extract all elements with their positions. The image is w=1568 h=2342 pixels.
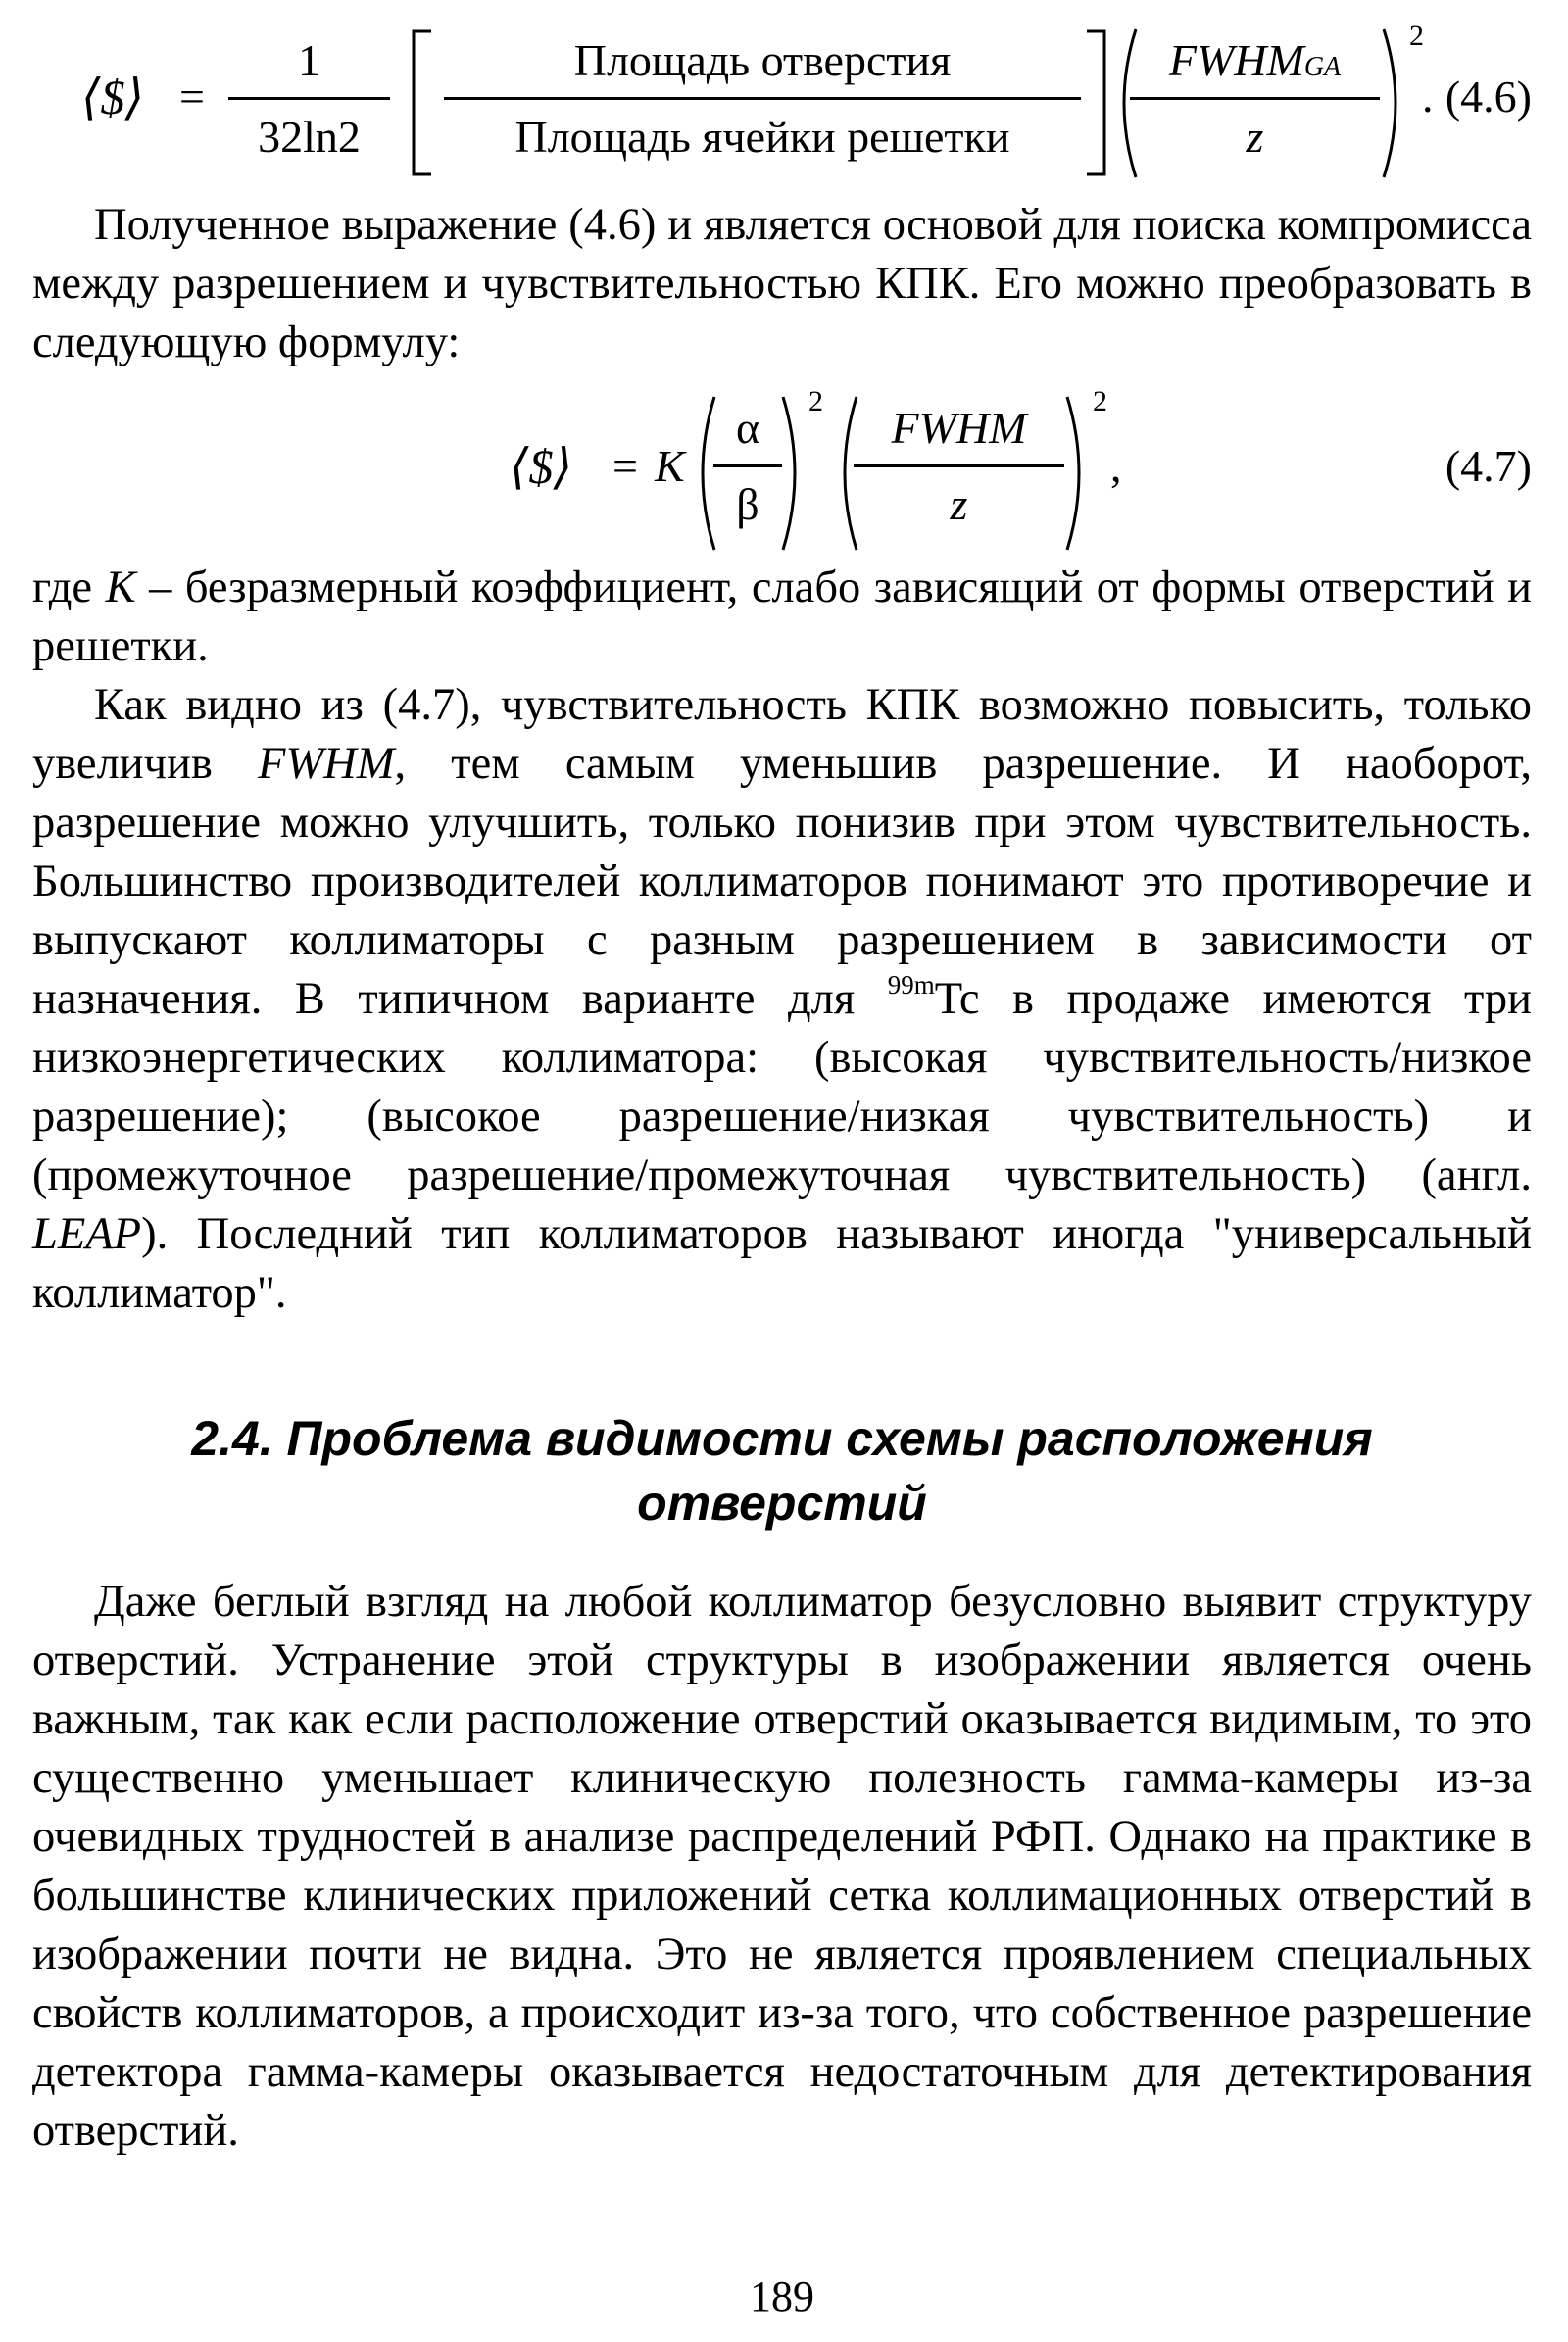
paragraph: Даже беглый взгляд на любой коллиматор безусловно выявит структуру отверстий. Устранение этой структуры в изображении является очень важным, так как если расположение отверстий оказывается видимым, то это существенно уменьшает клиническую полезность гамма-камеры из-за очевидных трудностей в анализе распределений РФП. Однако на практике в большинстве клинических приложений сетка коллимационных отверстий в изображении почти не видна. Это не является проявлением специальных свойств коллиматоров, а происходит из-за того, что собственное разрешение детектора гамма-камеры оказывается недостаточным для детектирования отверстий. — [32, 1577, 1532, 2156]
area-ratio-fraction — [444, 34, 1081, 181]
formula-equals: = — [179, 72, 205, 122]
formula-4-6 — [32, 0, 1532, 196]
coefficient-fraction — [228, 34, 390, 181]
beta-symbol: β — [736, 479, 760, 529]
fwhm-ga — [1130, 34, 1380, 86]
exponent: 2 — [808, 385, 823, 417]
coefficient-k: K — [105, 562, 136, 612]
right-parenthesis — [779, 395, 808, 552]
right-parenthesis — [1063, 395, 1093, 552]
exponent: 2 — [1093, 385, 1107, 417]
formula-comma: , — [1110, 441, 1122, 491]
right-parenthesis — [1380, 27, 1409, 179]
fwhm-term: FWHM — [258, 739, 395, 789]
alpha-beta-fraction — [713, 402, 782, 549]
formula-lhs: ⟨$⟩ — [81, 70, 145, 124]
paragraph — [32, 559, 1532, 676]
section-heading-line: отверстий — [637, 1476, 927, 1531]
isotope-mass-number: 99m — [887, 970, 935, 1000]
coefficient-denominator: 32ln2 — [258, 112, 361, 162]
text-run: в продаже имеются три низкоэнергетических коллиматора: (высокая чувствительность/низкое разрешение); (высокое разрешение/низкая чувствительность) и (промежуточное разрешение/промежуточная чувствительность) (англ. — [32, 974, 1533, 1200]
document-page — [32, 0, 1532, 2342]
formula-4-7 — [32, 377, 1532, 568]
paragraph — [32, 676, 1532, 1323]
alpha-symbol: α — [735, 403, 760, 453]
paragraph: Полученное выражение (4.6) и является основой для поиска компромисса между разрешением и чувствительностью КПК. Его можно преобразовать в следующую формулу: — [32, 200, 1532, 367]
distance-z: z — [950, 479, 968, 529]
isotope-symbol: Tc — [934, 974, 980, 1024]
text-run: , тем самым уменьшив разрешение. И наоборот, разрешение можно улучшить, только понизив при этом чувствительность. Большинство производителей коллиматоров понимают это противоречие и выпускают коллиматоры с разным разрешением в зависимости от назначения. В типичном варианте для — [32, 739, 1532, 1024]
coefficient-numerator: 1 — [298, 35, 320, 85]
equation-number: (4.7) — [1445, 441, 1532, 491]
exponent: 2 — [1409, 20, 1424, 52]
formula-equals: = — [612, 441, 638, 491]
equation-number: (4.6) — [1445, 72, 1532, 122]
fwhm-z-fraction — [854, 402, 1064, 549]
text-run: ). Последний тип коллиматоров называют иногда "универсальный коллиматор". — [32, 1209, 1532, 1318]
formula-end-dot: . — [1422, 72, 1434, 122]
right-square-bracket — [1081, 29, 1110, 176]
left-square-bracket — [408, 29, 437, 176]
resolution-fraction — [1130, 34, 1380, 181]
fwhm-symbol: FWHM — [891, 403, 1027, 453]
distance-z: z — [1246, 112, 1264, 162]
section-heading — [32, 1406, 1532, 1536]
area-ratio-denominator: Площадь ячейки решетки — [514, 112, 1010, 162]
formula-lhs: ⟨$⟩ — [510, 439, 573, 494]
text-run: где — [32, 562, 106, 612]
fwhm-subscript: GA — [1303, 52, 1342, 82]
page-number: 189 — [750, 2272, 814, 2320]
leap-term: LEAP — [32, 1209, 142, 1259]
coefficient-k: K — [655, 441, 685, 491]
area-ratio-numerator: Площадь отверстия — [573, 35, 952, 85]
text-run: – безразмерный коэффициент, слабо зависящий от формы отверстий и решетки. — [32, 562, 1532, 671]
fwhm-symbol: FWHM — [1168, 35, 1304, 85]
text-run: Как видно из (4.7), чувствительность КПК возможно повысить, только увеличив — [32, 680, 1532, 789]
section-heading-line: 2.4. Проблема видимости схемы расположения — [191, 1411, 1373, 1466]
